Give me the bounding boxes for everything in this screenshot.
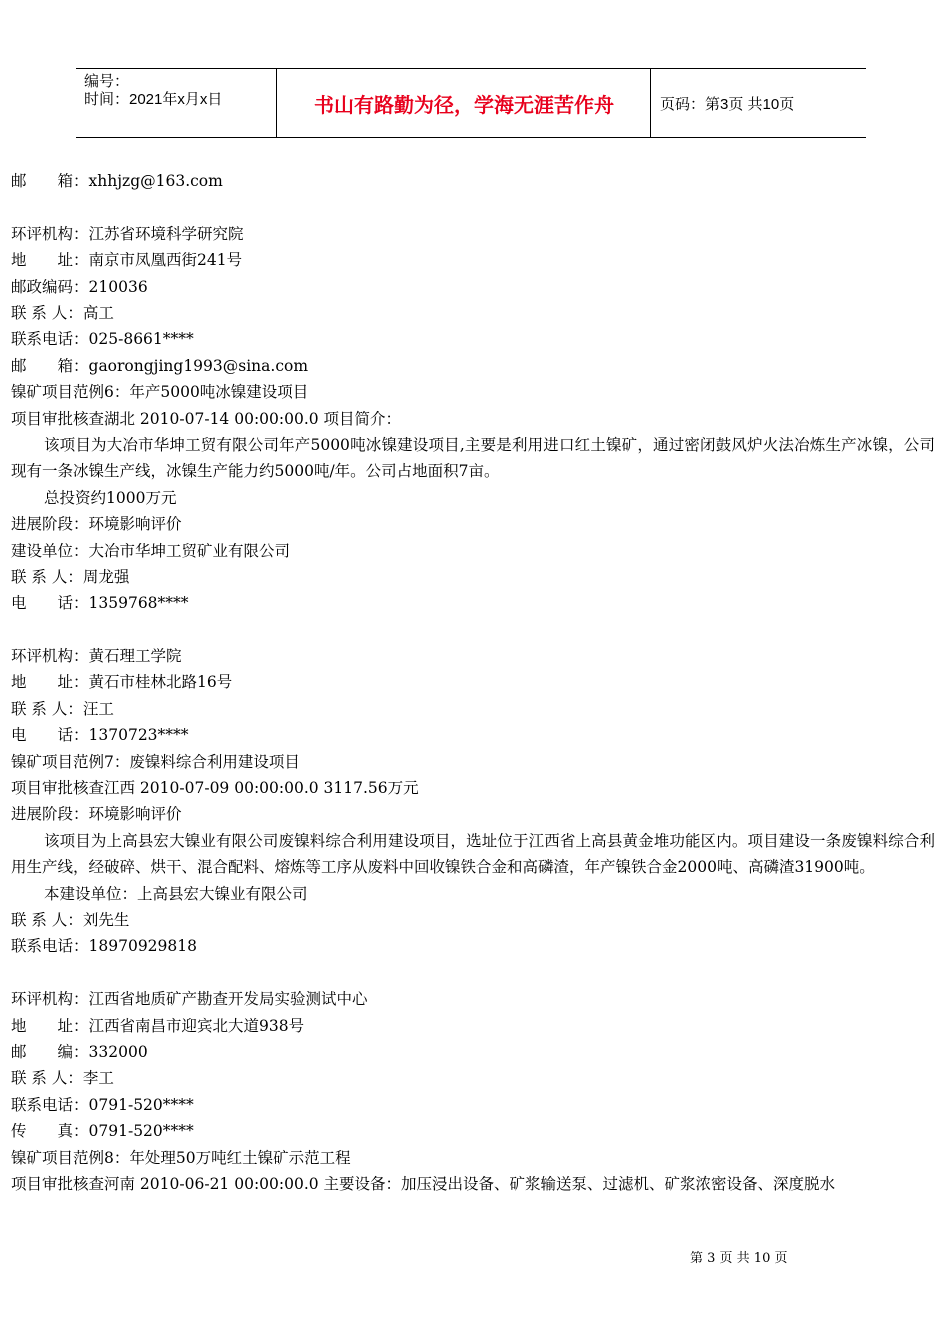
field-line [11,247,935,273]
field-label: 电 话： [11,726,89,745]
field-line [11,1092,935,1118]
field-label: 环评机构： [11,224,89,243]
field-label: 地 址： [11,1016,89,1035]
field-line [11,221,935,247]
text-line: 项目审批核查河南 2010-06-21 00:00:00.0 主要设备：加压浸出设备、矿浆输送泵、过滤机、矿浆浓密设备、深度脱水 [11,1174,836,1193]
field-value: 332000 [88,1042,148,1061]
field-line [11,907,935,933]
field-line [11,590,935,616]
field-value: 江西省南昌市迎宾北大道938号 [88,1016,305,1035]
field-label: 联系电话： [11,937,89,956]
field-label: 联 系 人： [11,1069,83,1088]
field-label: 传 真： [11,1122,89,1141]
field-value: gaorongjing1993@sina.com [88,356,309,375]
field-line [11,353,935,379]
blank-line [11,194,935,220]
field-label: 环评机构： [11,647,89,666]
field-line [11,669,935,695]
field-label: 进展阶段： [11,805,89,824]
header-motto: 书山有路勤为径，学海无涯苦作舟 [314,95,614,117]
page-footer: 第 3 页 共 10 页 [690,1251,788,1266]
text-line: 项目审批核查江西 2010-07-09 00:00:00.0 3117.56万元 [11,779,419,798]
header-meta [84,73,222,109]
field-label: 建设单位： [11,541,89,560]
field-label: 联系电话： [11,1095,89,1114]
field-value: 环境影响评价 [88,515,182,534]
field-label: 邮政编码： [11,277,89,296]
text-line: 镍矿项目范例8：年处理50万吨红土镍矿示范工程 [11,1148,351,1167]
indented-line: 总投资约1000万元 [44,488,177,507]
text-line: 镍矿项目范例7：废镍料综合利用建设项目 [11,752,300,771]
field-value: 南京市凤凰西街241号 [88,251,243,270]
paragraph: 该项目为上高县宏大镍业有限公司废镍料综合利用建设项目，选址位于江西省上高县黄金堆功能区内。项目建设一条废镍料综合利用生产线，经破碎、烘干、混合配料、熔炼等工序从废料中回收镍铁合金和高磷渣，年产镍铁合金2000吨、高磷渣31900吨。 [11,831,935,877]
header-time: 时间：2021年x月x日 [84,91,223,108]
field-line [11,300,935,326]
field-line [11,933,935,959]
field-line [11,168,935,194]
field-line [11,564,935,590]
field-line [11,326,935,352]
field-line [11,1118,935,1144]
field-label: 地 址： [11,673,89,692]
field-value: 黄石市桂林北路16号 [88,673,233,692]
header-page-number: 页码：第3页 共10页 [660,96,795,113]
field-line [11,538,935,564]
paragraph: 该项目为大冶市华坤工贸有限公司年产5000吨冰镍建设项目,主要是利用进口红土镍矿，通过密闭鼓风炉火法冶炼生产冰镍，公司现有一条冰镍生产线，冰镍生产能力约5000吨/年。公司占地面积7亩。 [11,435,935,481]
field-line [11,643,935,669]
blank-line [11,617,935,643]
field-line [11,274,935,300]
header-divider [650,69,651,137]
field-label: 环评机构： [11,990,89,1009]
field-value: 汪工 [82,699,114,718]
indented-line: 本建设单位：上高县宏大镍业有限公司 [44,884,308,903]
field-label: 进展阶段： [11,515,89,534]
field-value: 环境影响评价 [88,805,182,824]
field-line [11,1065,935,1091]
field-value: 18970929818 [88,937,197,956]
field-label: 邮 箱： [11,356,89,375]
field-value: 刘先生 [82,911,130,929]
field-label: 地 址： [11,251,89,270]
field-label: 联 系 人： [11,567,83,586]
field-value: 0791-520**** [88,1122,194,1141]
field-label: 联 系 人： [11,911,83,929]
field-value: 1370723**** [88,726,189,745]
field-value: 025-8661**** [88,330,194,349]
field-value: 江西省地质矿产勘查开发局实验测试中心 [88,990,368,1009]
field-line [11,801,935,827]
field-label: 电 话： [11,594,89,613]
text-line: 项目审批核查湖北 2010-07-14 00:00:00.0 项目简介： [11,409,402,428]
text-line: 镍矿项目范例6：年产5000吨冰镍建设项目 [11,383,309,402]
field-line [11,696,935,722]
field-line [11,511,935,537]
field-label: 邮 编： [11,1042,89,1061]
field-value: 高工 [82,303,114,322]
field-label: 邮 箱： [11,172,89,190]
field-line [11,722,935,748]
field-label: 联 系 人： [11,699,83,718]
field-value: 江苏省环境科学研究院 [88,224,244,243]
field-value: xhhjzg@163.com [88,172,223,190]
field-value: 大冶市华坤工贸矿业有限公司 [88,541,291,560]
field-value: 1359768**** [88,594,189,613]
field-line [11,1013,935,1039]
blank-line [11,960,935,986]
field-value: 李工 [82,1069,114,1088]
field-label: 联系电话： [11,330,89,349]
document-body [11,168,935,1197]
field-label: 联 系 人： [11,303,83,322]
page-header [76,68,866,138]
field-value: 0791-520**** [88,1095,194,1114]
field-value: 210036 [88,277,148,296]
field-value: 周龙强 [82,567,130,586]
field-value: 黄石理工学院 [88,647,182,666]
field-line [11,986,935,1012]
header-divider [276,69,277,137]
header-number: 编号： [84,73,130,90]
field-line [11,1039,935,1065]
